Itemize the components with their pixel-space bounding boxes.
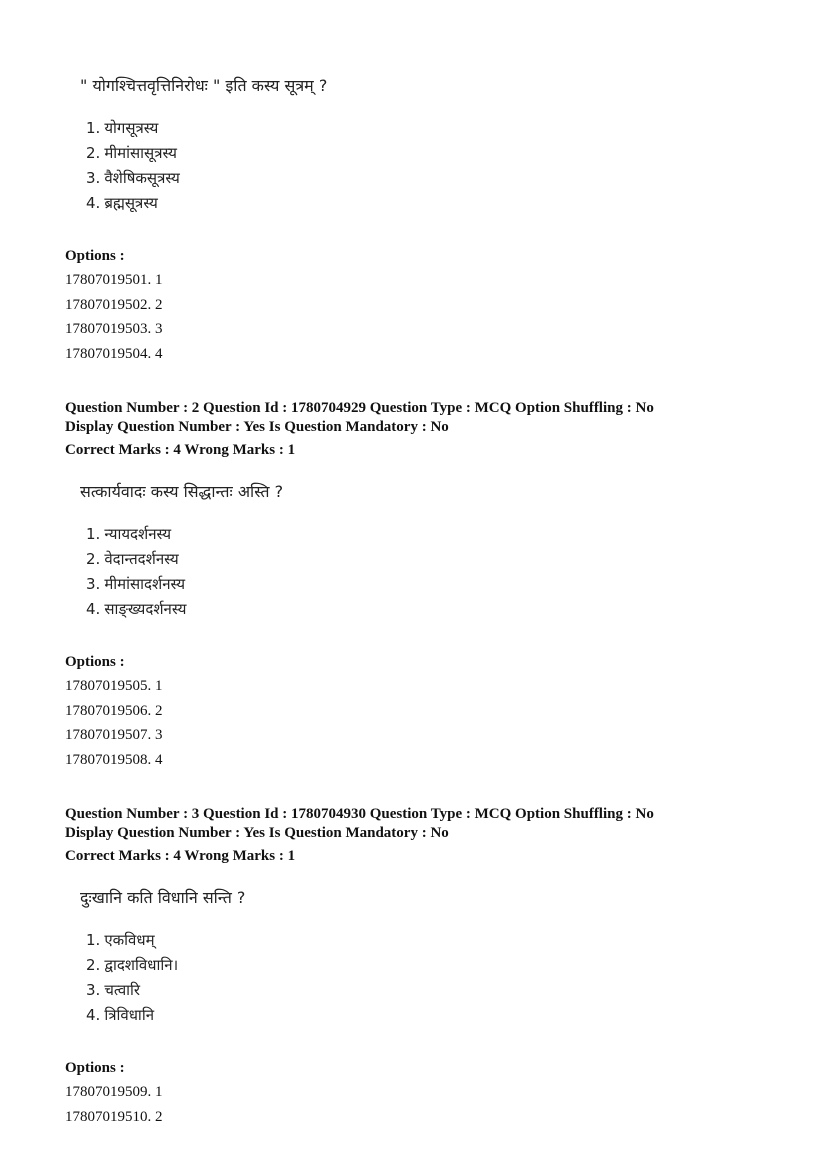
question-text: दुःखानि कति विधानि सन्ति ?: [80, 888, 246, 907]
answer-choice: [86, 118, 158, 138]
question-meta-line: Question Number : 2 Question Id : 1780704929 Question Type : MCQ Option Shuffling : No: [65, 400, 654, 416]
choice-text: त्रिविधानि: [104, 1006, 155, 1024]
choice-number: 2.: [86, 144, 101, 162]
question-meta-line: Display Question Number : Yes Is Question Mandatory : No: [65, 419, 449, 435]
question-marks-line: Correct Marks : 4 Wrong Marks : 1: [65, 848, 296, 864]
choice-text: मीमांसादर्शनस्य: [104, 575, 186, 593]
choice-number: 4.: [86, 1006, 101, 1024]
choice-text: साङ्ख्यदर्शनस्य: [104, 600, 187, 618]
choice-number: 1.: [86, 119, 101, 137]
choice-number: 1.: [86, 931, 101, 949]
choice-number: 2.: [86, 550, 101, 568]
choice-text: एकविधम्: [104, 931, 155, 949]
question-meta-line: Question Number : 3 Question Id : 1780704930 Question Type : MCQ Option Shuffling : No: [65, 806, 654, 822]
choice-text: चत्वारि: [104, 981, 141, 999]
choice-text: वैशेषिकसूत्रस्य: [104, 169, 180, 187]
choice-number: 3.: [86, 575, 101, 593]
option-row: 17807019501. 1: [65, 272, 163, 288]
options-heading: Options :: [65, 248, 125, 264]
option-row: 17807019508. 4: [65, 752, 163, 768]
answer-choice: [86, 930, 155, 950]
option-row: 17807019502. 2: [65, 297, 163, 313]
answer-choice: [86, 574, 185, 594]
answer-choice: [86, 955, 178, 975]
answer-choice: [86, 599, 186, 619]
question-text: सत्कार्यवादः कस्य सिद्धान्तः अस्ति ?: [80, 482, 284, 501]
choice-number: 4.: [86, 194, 101, 212]
question-text: " योगश्चित्तवृत्तिनिरोधः " इति कस्य सूत्रम् ?: [80, 76, 328, 95]
options-heading: Options :: [65, 1060, 125, 1076]
choice-text: योगसूत्रस्य: [104, 119, 159, 137]
options-heading: Options :: [65, 654, 125, 670]
choice-text: वेदान्तदर्शनस्य: [104, 550, 179, 568]
answer-choice: [86, 1005, 154, 1025]
question-marks-line: Correct Marks : 4 Wrong Marks : 1: [65, 442, 296, 458]
option-row: 17807019503. 3: [65, 321, 163, 337]
option-row: 17807019509. 1: [65, 1084, 163, 1100]
choice-number: 4.: [86, 600, 101, 618]
question-meta-line: Display Question Number : Yes Is Question Mandatory : No: [65, 825, 449, 841]
choice-text: ब्रह्मसूत्रस्य: [104, 194, 158, 212]
choice-text: द्वादशविधानि।: [104, 956, 179, 974]
choice-number: 3.: [86, 169, 101, 187]
answer-choice: [86, 524, 171, 544]
option-row: 17807019505. 1: [65, 678, 163, 694]
option-row: 17807019504. 4: [65, 346, 163, 362]
option-row: 17807019506. 2: [65, 703, 163, 719]
choice-text: न्यायदर्शनस्य: [104, 525, 172, 543]
choice-text: मीमांसासूत्रस्य: [104, 144, 178, 162]
option-row: 17807019510. 2: [65, 1109, 163, 1125]
answer-choice: [86, 549, 179, 569]
choice-number: 1.: [86, 525, 101, 543]
option-row: 17807019507. 3: [65, 727, 163, 743]
answer-choice: [86, 980, 140, 1000]
choice-number: 3.: [86, 981, 101, 999]
answer-choice: [86, 143, 177, 163]
answer-choice: [86, 193, 158, 213]
answer-choice: [86, 168, 180, 188]
choice-number: 2.: [86, 956, 101, 974]
